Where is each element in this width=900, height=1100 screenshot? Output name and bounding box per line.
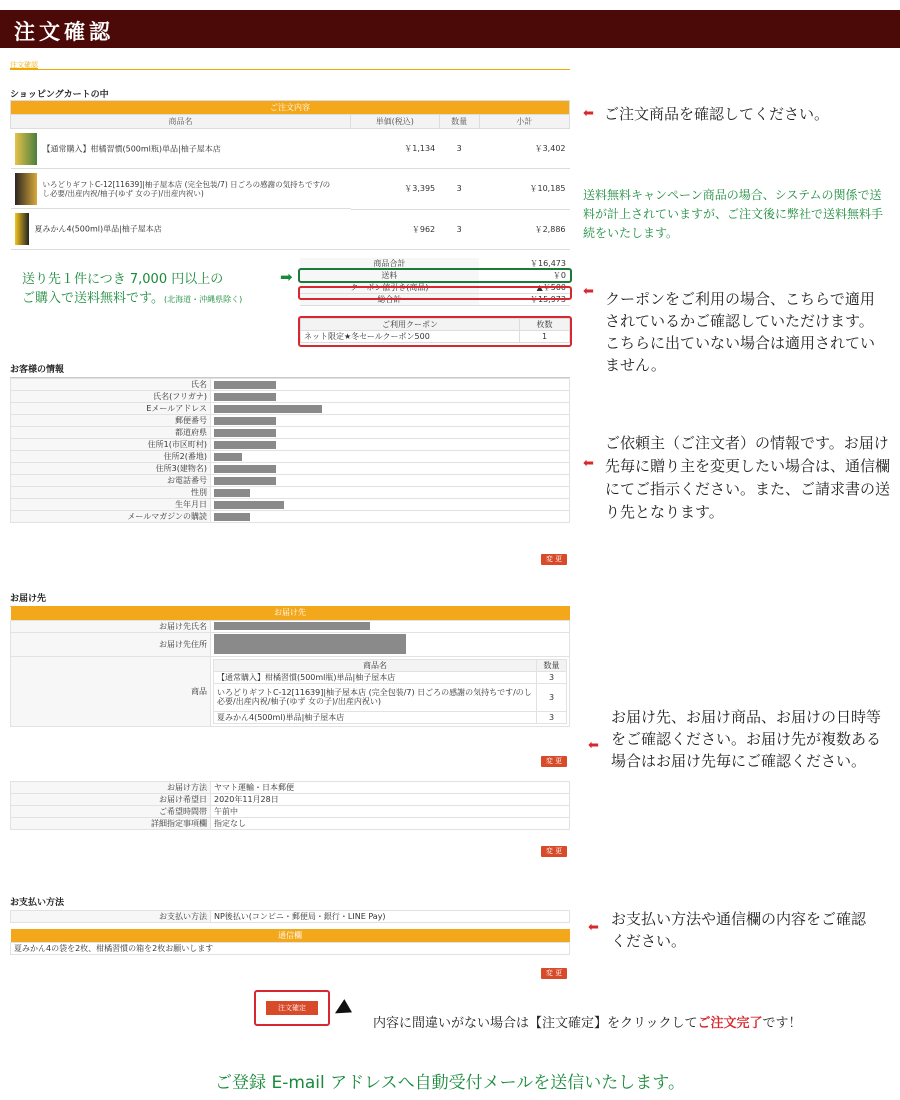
free-shipping-line1: 送り先１件につき 7,000 円以上の (22, 272, 224, 287)
field-label: 住所2(番地) (11, 451, 211, 463)
page-title: 注文確認 (14, 20, 114, 44)
product-price: ￥1,134 (351, 129, 440, 169)
table-row (11, 209, 570, 249)
free-shipping-exclusion: (北海道・沖縄県除く) (163, 295, 243, 304)
campaign-note: 送料無料キャンペーン商品の場合、システムの関係で送料が計上されていますが、ご注文後に弊社で送料無料手続をいたします。 (583, 188, 884, 240)
breadcrumb[interactable]: 注文確認 (10, 62, 570, 70)
customer-section-title: お客様の情報 (10, 362, 570, 378)
redacted-value (214, 453, 242, 461)
product-price: ￥962 (351, 209, 440, 249)
redacted-value (214, 441, 276, 449)
product-name: いろどりギフトC-12[11639]|柚子屋本店 (完全包装/7) 日ごろの感謝の気持ちです/のし必要/出産内祝/柚子(ゆず 女の子)/出産内祝い) (214, 683, 537, 711)
customer-change-button[interactable]: 変 更 (541, 554, 567, 565)
delivery-section-title: お届け先 (10, 591, 570, 607)
product-qty: 3 (439, 129, 479, 169)
delivery-products-table (213, 659, 567, 724)
delivery-method-change-button[interactable]: 変 更 (541, 846, 567, 857)
product-qty: 3 (439, 169, 479, 210)
field-label: お届け先氏名 (11, 620, 211, 632)
redacted-value (214, 489, 250, 497)
delivery-note: お届け先、お届け商品、お届けの日時等をご確認ください。お届け先が複数ある場合はお届け先毎にご確認ください。 (611, 708, 882, 770)
shipping-value: ￥0 (479, 270, 570, 282)
coupon-discount-label: クーポン値引き(商品) (300, 282, 479, 294)
coupon-discount-value: ▲￥500 (479, 282, 570, 294)
confirm-instruction (373, 1012, 802, 1031)
field-label: 住所3(建物名) (11, 463, 211, 475)
cart-note: ご注文商品を確認してください。 (604, 105, 830, 123)
notes-value: 夏みかん4の袋を2枚、柑橘習慣の箱を2枚お願いします (11, 942, 570, 954)
redacted-value (214, 477, 276, 485)
delivery-method-table (10, 781, 570, 830)
cursor-arrow-icon: ◀ (328, 993, 354, 1023)
col-subtotal: 小計 (479, 115, 569, 129)
redacted-value (214, 513, 250, 521)
field-label: 住所1(市区町村) (11, 439, 211, 451)
product-subtotal: ￥2,886 (479, 209, 569, 249)
free-shipping-note (22, 270, 242, 309)
redacted-value (214, 381, 276, 389)
col-qty: 数量 (537, 659, 567, 671)
confirm-order-button[interactable]: 注文確定 (266, 1001, 318, 1015)
field-label: お届け先住所 (11, 632, 211, 656)
redacted-value (214, 405, 322, 413)
payment-table (10, 910, 570, 955)
field-label: ご希望時間帯 (11, 806, 211, 818)
delivery-table (10, 606, 570, 727)
product-name: 夏みかん4(500ml)単品|柚子屋本店 (214, 711, 537, 723)
coupon-col-name: ご利用クーポン (301, 319, 520, 331)
redacted-value (214, 622, 370, 630)
arrow-left-icon: ⬅ (583, 106, 594, 121)
product-image (15, 173, 37, 205)
col-name: 商品名 (214, 659, 537, 671)
product-qty: 3 (537, 671, 567, 683)
col-name: 商品名 (11, 115, 351, 129)
total-label: 商品合計 (300, 258, 479, 270)
product-qty: 3 (537, 711, 567, 723)
product-subtotal: ￥3,402 (479, 129, 569, 169)
customer-info-table (10, 378, 570, 523)
arrow-left-icon: ⬅ (588, 920, 599, 935)
page-header (0, 10, 900, 48)
cart-section-title: ショッピングカートの中 (10, 87, 570, 103)
field-label: 郵便番号 (11, 415, 211, 427)
table-row (11, 169, 570, 210)
redacted-value (214, 465, 276, 473)
redacted-value (214, 429, 276, 437)
field-label: 氏名(フリガナ) (11, 391, 211, 403)
redacted-value (214, 634, 406, 654)
free-shipping-line2: ご購入で送料無料です。 (22, 291, 164, 306)
cart-table (10, 100, 570, 250)
coupon-col-count: 枚数 (520, 319, 570, 331)
product-image (15, 133, 37, 165)
table-row (11, 129, 570, 169)
field-label: 都道府県 (11, 427, 211, 439)
footer-note: ご登録 E-mail アドレスへ自動受付メールを送信いたします。 (215, 1073, 685, 1093)
table-row (214, 671, 567, 683)
payment-note: お支払い方法や通信欄の内容をご確認ください。 (611, 910, 867, 950)
arrow-right-icon: ➡ (280, 268, 293, 286)
delivery-date-value: 2020年11月28日 (211, 794, 570, 806)
confirm-instruction-a: 内容に間違いがない場合は【注文確定】をクリックして (373, 1016, 698, 1031)
customer-note: ご依頼主（ご注文者）の情報です。お届け先毎に贈り主を変更したい場合は、通信欄にてご指示ください。また、ご請求書の送り先となります。 (605, 434, 891, 521)
redacted-value (214, 417, 276, 425)
field-label: お届け希望日 (11, 794, 211, 806)
field-label: お支払い方法 (11, 911, 211, 923)
notes-title: 通信欄 (11, 929, 570, 942)
product-subtotal: ￥10,185 (479, 169, 569, 210)
shipping-highlight (298, 268, 572, 283)
product-price: ￥3,395 (351, 169, 440, 210)
field-label: 商品 (11, 656, 211, 726)
coupon-name: ネット限定★冬セールクーポン500 (301, 331, 520, 343)
product-qty: 3 (537, 683, 567, 711)
product-image (15, 213, 29, 245)
field-label: メールマガジンの購読 (11, 511, 211, 523)
table-row (214, 683, 567, 711)
product-name: 【通常購入】柑橘習慣(500ml瓶)単品|柚子屋本店 (214, 671, 537, 683)
payment-change-button[interactable]: 変 更 (541, 968, 567, 979)
col-price: 単価(税込) (351, 115, 440, 129)
delivery-time-value: 午前中 (211, 806, 570, 818)
product-name: 【通常購入】柑橘習慣(500ml瓶)単品|柚子屋本店 (42, 144, 221, 153)
coupon-highlight (298, 316, 572, 347)
product-name: いろどりギフトC-12[11639]|柚子屋本店 (完全包装/7) 日ごろの感謝の気持ちです/のし必要/出産内祝/柚子(ゆず 女の子)/出産内祝い) (42, 179, 331, 198)
field-label: 氏名 (11, 379, 211, 391)
coupon-note: クーポンをご利用の場合、こちらで適用されているかご確認していただけます。こちらに出ていない場合は適用されていません。 (605, 290, 876, 374)
product-name: 夏みかん4(500ml)単品|柚子屋本店 (34, 224, 162, 234)
field-label: 詳細指定事項欄 (11, 818, 211, 830)
field-label: お届け方法 (11, 782, 211, 794)
confirm-instruction-c: です！ (762, 1016, 802, 1031)
cart-table-title: ご注文内容 (11, 101, 570, 115)
delivery-change-button[interactable]: 変 更 (541, 756, 567, 767)
total-value: ￥16,473 (479, 258, 570, 270)
arrow-left-icon: ⬅ (588, 738, 599, 753)
arrow-left-icon: ⬅ (583, 284, 594, 299)
delivery-table-title: お届け先 (11, 606, 570, 620)
product-qty: 3 (439, 209, 479, 249)
delivery-detail-value: 指定なし (211, 818, 570, 830)
field-label: 生年月日 (11, 499, 211, 511)
delivery-method-value: ヤマト運輸・日本郵便 (211, 782, 570, 794)
table-row (214, 711, 567, 723)
grand-total-value: ￥15,973 (479, 294, 570, 306)
redacted-value (214, 393, 276, 401)
coupon-discount-highlight (298, 286, 572, 300)
shipping-label: 送料 (300, 270, 479, 282)
col-qty: 数量 (439, 115, 479, 129)
redacted-value (214, 501, 284, 509)
coupon-count: 1 (520, 331, 570, 343)
confirm-instruction-b: ご注文完了 (697, 1016, 763, 1031)
payment-method-value: NP後払い(コンビニ・郵便局・銀行・LINE Pay) (211, 911, 570, 923)
field-label: Eメールアドレス (11, 403, 211, 415)
field-label: 性別 (11, 487, 211, 499)
payment-section-title: お支払い方法 (10, 895, 570, 911)
field-label: お電話番号 (11, 475, 211, 487)
arrow-left-icon: ⬅ (583, 456, 594, 471)
grand-total-label: 総合計 (300, 294, 479, 306)
